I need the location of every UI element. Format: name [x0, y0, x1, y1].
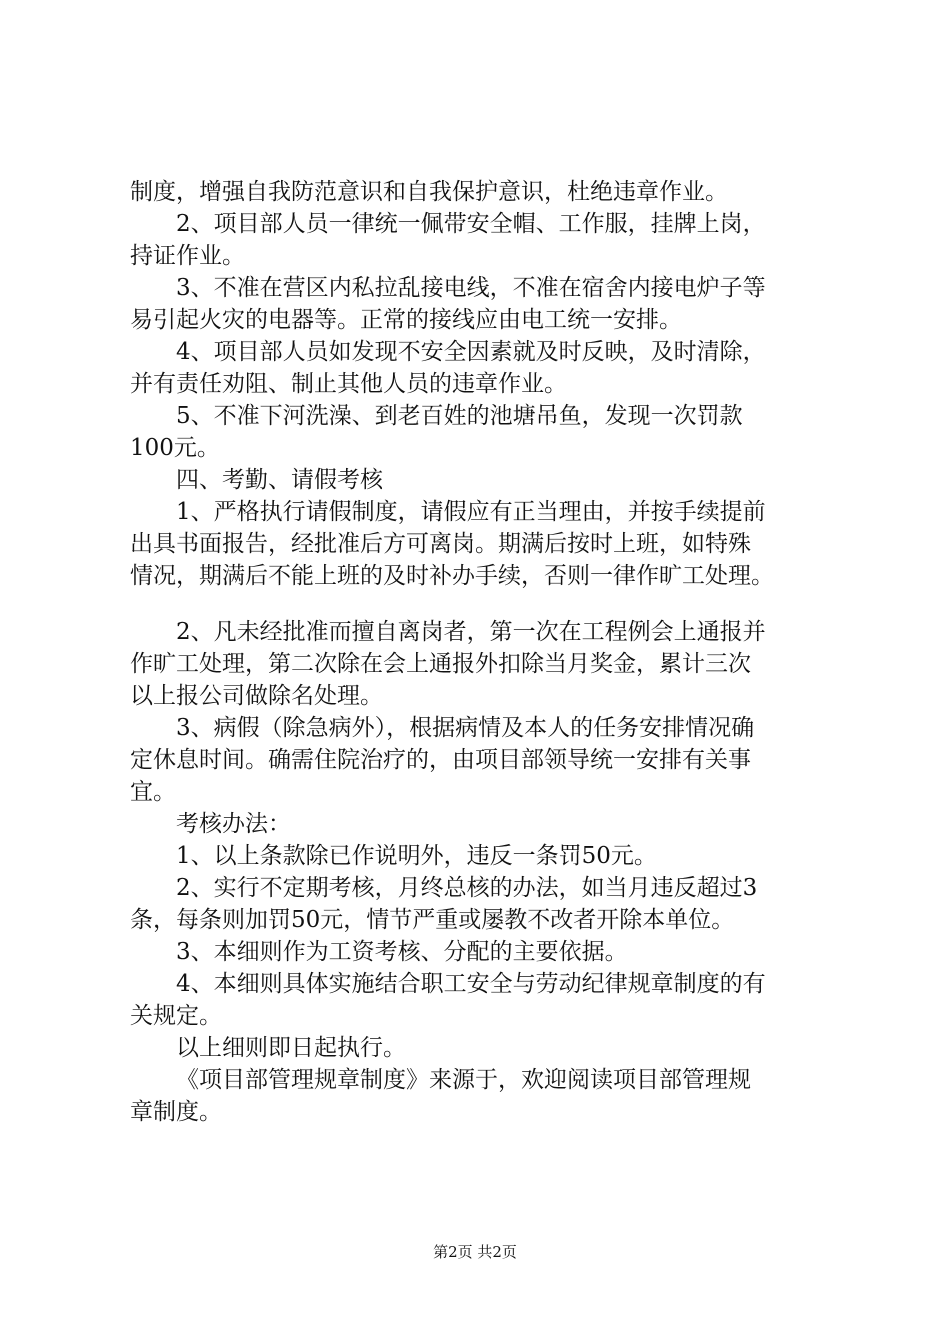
text-line: 定休息时间。确需住院治疗的，由项目部领导统一安排有关事	[130, 747, 751, 773]
paragraph-attendance-item-1	[130, 496, 830, 592]
paragraph-safety-intro	[130, 176, 830, 208]
page-number: 第2页 共2页	[433, 1243, 517, 1261]
text-line: 易引起火灾的电器等。正常的接线应由电工统一安排。	[130, 307, 682, 333]
text-line: 5、不准下河洗澡、到老百姓的池塘吊鱼，发现一次罚款	[176, 403, 743, 429]
text-line: 3、不准在营区内私拉乱接电线，不准在宿舍内接电炉子等	[176, 275, 766, 301]
text-line: 1、以上条款除已作说明外，违反一条罚50元。	[176, 843, 657, 869]
paragraph-assessment-item-2	[130, 872, 830, 936]
paragraph-safety-item-2	[130, 208, 830, 272]
text-line: 100元。	[130, 435, 220, 461]
paragraph-attendance-item-2	[130, 616, 830, 712]
section-heading-assessment	[130, 808, 830, 840]
paragraph-assessment-item-1	[130, 840, 830, 872]
paragraph-safety-item-5	[130, 400, 830, 464]
paragraph-source-note	[130, 1064, 830, 1128]
text-line: 章制度。	[130, 1099, 222, 1125]
text-line: 2、凡未经批准而擅自离岗者，第一次在工程例会上通报并	[176, 619, 766, 645]
section-heading-attendance	[130, 464, 830, 496]
paragraph-assessment-item-3	[130, 936, 830, 968]
text-line: 以上报公司做除名处理。	[130, 683, 383, 709]
text-line: 2、实行不定期考核，月终总核的办法，如当月违反超过3	[176, 875, 758, 901]
text-line: 3、本细则作为工资考核、分配的主要依据。	[176, 939, 628, 965]
text-line: 《项目部管理规章制度》来源于，欢迎阅读项目部管理规	[176, 1067, 751, 1093]
text-line: 4、项目部人员如发现不安全因素就及时反映，及时清除，	[176, 339, 766, 365]
text-line: 关规定。	[130, 1003, 222, 1029]
page-footer	[0, 1241, 950, 1262]
text-line: 持证作业。	[130, 243, 245, 269]
text-line: 并有责任劝阻、制止其他人员的违章作业。	[130, 371, 567, 397]
text-line: 3、病假（除急病外），根据病情及本人的任务安排情况确	[176, 715, 755, 741]
text-line: 条，每条则加罚50元，情节严重或屡教不改者开除本单位。	[130, 907, 735, 933]
text-line: 4、本细则具体实施结合职工安全与劳动纪律规章制度的有	[176, 971, 766, 997]
text-line: 作旷工处理，第二次除在会上通报外扣除当月奖金，累计三次	[130, 651, 751, 677]
text-line: 1、严格执行请假制度，请假应有正当理由，并按手续提前	[176, 499, 766, 525]
paragraph-attendance-item-3	[130, 712, 830, 808]
section-heading: 四、考勤、请假考核	[176, 467, 383, 493]
paragraph-gap	[130, 592, 830, 616]
document-body	[130, 176, 830, 1128]
text-line: 宜。	[130, 779, 176, 805]
text-line: 情况，期满后不能上班的及时补办手续，否则一律作旷工处理。	[130, 563, 774, 589]
text-line: 2、项目部人员一律统一佩带安全帽、工作服，挂牌上岗，	[176, 211, 766, 237]
paragraph-assessment-item-4	[130, 968, 830, 1032]
paragraph-safety-item-4	[130, 336, 830, 400]
paragraph-safety-item-3	[130, 272, 830, 336]
text-line: 制度，增强自我防范意识和自我保护意识，杜绝违章作业。	[130, 179, 728, 205]
text-line: 以上细则即日起执行。	[176, 1035, 406, 1061]
text-line: 出具书面报告，经批准后方可离岗。期满后按时上班，如特殊	[130, 531, 751, 557]
paragraph-effective-date	[130, 1032, 830, 1064]
section-heading: 考核办法：	[176, 811, 291, 837]
